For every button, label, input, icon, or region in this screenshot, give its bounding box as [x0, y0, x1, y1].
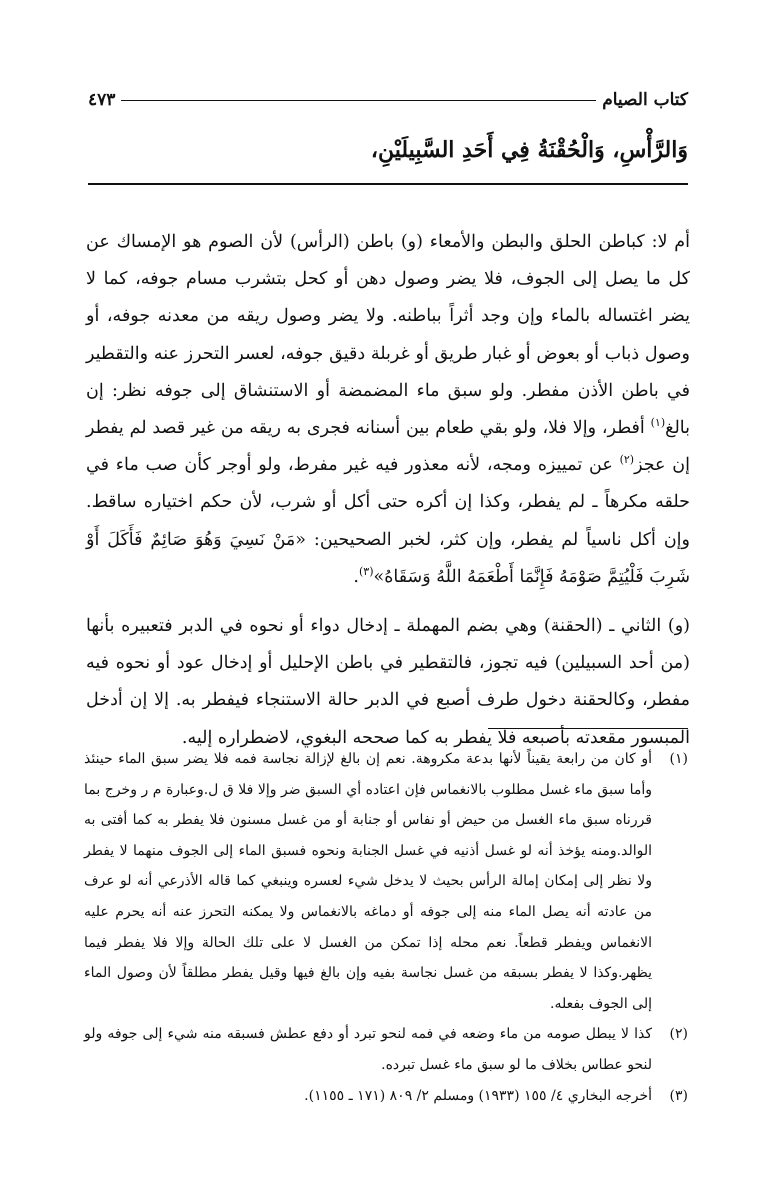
- commentary-text: أم لا: كباطن الحلق والبطن والأمعاء (و) باطن (الرأس) لأن الصوم هو الإمساك عن كل ما يصل إلى الجوف، فلا يضر وصول دهن أو كحل بتشرب مسام جوفه، كما لا يضر اغتساله بالماء وإن وجد أثراً بباطنه. ولا يضر وصول ريقه من معدنه جوفه، أو وصول ذباب أو بعوض أو غبار طريق أو غربلة دقيق جوفه، لعسر التحرز عنه والتقطير في باطن الأذن مفطر. ولو سبق ماء المضمضة أو الاستنشاق إلى جوفه نظر: إن بالغ: [86, 232, 690, 439]
- footnote: [84, 1081, 688, 1112]
- footnote-number: (٢): [669, 1026, 688, 1043]
- footnote: [84, 1019, 688, 1080]
- footnote-text: أخرجه البخاري ٤/ ١٥٥ (١٩٣٣) ومسلم ٢/ ٨٠٩ (١٧١ ـ ١١٥٥).: [304, 1087, 652, 1104]
- commentary-paragraph: [86, 608, 690, 757]
- book-title: كتاب الصيام: [602, 90, 688, 110]
- footnotes: [84, 744, 688, 1111]
- page-number: ٤٧٣: [88, 90, 116, 110]
- commentary-text: (و) الثاني ـ (الحقنة) وهي بضم المهملة ـ إدخال دواء أو نحوه في الدبر فتعبيره بأنها (من أحد السبيلين) فيه تجوز، فالتقطير في باطن الإحليل أو إدخال عود أو نحوه فيه مفطر، وكالحقنة دخول طرف أصبع في الدبر حالة الاستنجاء فيفطر به. إلا إن أدخل المبسور مقعدته بأصبعه فلا يفطر به كما صححه البغوي، لاضطراره إليه.: [86, 616, 690, 748]
- commentary-text: عن تمييزه ومجه، لأنه معذور فيه غير مفرط، ولو أوجر كأن صب ماء في حلقه مكرهاً ـ لم يفطر، وكذا إن أكره حتى أكل أو شرب، لأن حكم اختياره ساقط. وإن أكل ناسياً لم يفطر، وإن كثر، لخبر الصحيحين: «مَنْ نَسِيَ وَهُوَ صَائِمٌ فَأَكَلَ أَوْ شَرِبَ فَلْيُتِمَّ صَوْمَهُ فَإِنَّمَا أَطْعَمَهُ اللَّهُ وَسَقَاهُ»: [86, 455, 690, 587]
- footnote: [84, 744, 688, 1019]
- footnote-ref[interactable]: (١): [650, 416, 666, 430]
- footnote-separator-rule: [488, 728, 688, 729]
- commentary-paragraph: [86, 224, 690, 596]
- footnote-number: (١): [669, 751, 688, 767]
- commentary-text: .: [353, 566, 359, 587]
- matn-text: وَالرَّأْسِ، وَالْحُقْنَةُ فِي أَحَدِ السَّبِيلَيْنِ،: [370, 137, 688, 163]
- commentary-text: أفطر، وإلا فلا، ولو بقي طعام بين أسنانه فجرى به ريقه من غير قصد لم يفطر إن عجز: [86, 418, 690, 476]
- matn-separator-rule: [88, 183, 688, 185]
- commentary-body: [86, 224, 690, 757]
- footnote-ref[interactable]: (٣): [358, 565, 374, 578]
- footnote-number: (٣): [669, 1087, 688, 1104]
- running-header: [88, 88, 688, 112]
- header-rule: [121, 100, 596, 101]
- footnote-text: كذا لا يبطل صومه من ماء وضعه في فمه لنحو تبرد أو دفع عطش فسبقه منه شيء إلى جوفه ولو لنحو عطاس بخلاف ما لو سبق ماء غسل تبرده.: [84, 1026, 652, 1073]
- footnote-ref[interactable]: (٢): [619, 453, 635, 467]
- footnote-text: أو كان من رابعة يقيناً لأنها بدعة مكروهة. نعم إن بالغ لإزالة نجاسة فمه فلا يضر سبق الماء حينئذ وأما سبق ماء غسل مطلوب بالانغماس فإن اعتاده أي السبق ضر وإلا فلا ق ل.وعبارة م ر وخرج بما قررناه سبق ماء الغسل من حيض أو نفاس أو جنابة أو من غسل مسنون فلا يفطر به كما أفتى به الوالد.ومنه يؤخذ أنه لو غسل أذنيه في غسل الجنابة ونحوه فسبق الماء إلى الجوف منهما لا يفطر ولا نظر إلى إمكان إمالة الرأس بحيث لا يدخل شيء لعسره وينبغي كما قاله الأذرعي أنه لو عرف من عادته أنه يصل الماء منه إلى جوفه أو دماغه بالانغماس ولا يمكنه التحرز عنه أنه يحرم عليه الانغماس ويفطر قطعاً. نعم محله إذا تمكن من الغسل لا على تلك الحالة وإلا فلا يفطر فيما يظهر.وكذا لا يفطر بسبقه من غسل نجاسة بفيه وإن بالغ فيها وقيل يفطر مطلقاً لأن وصول الماء إلى الجوف بفعله.: [84, 751, 652, 1012]
